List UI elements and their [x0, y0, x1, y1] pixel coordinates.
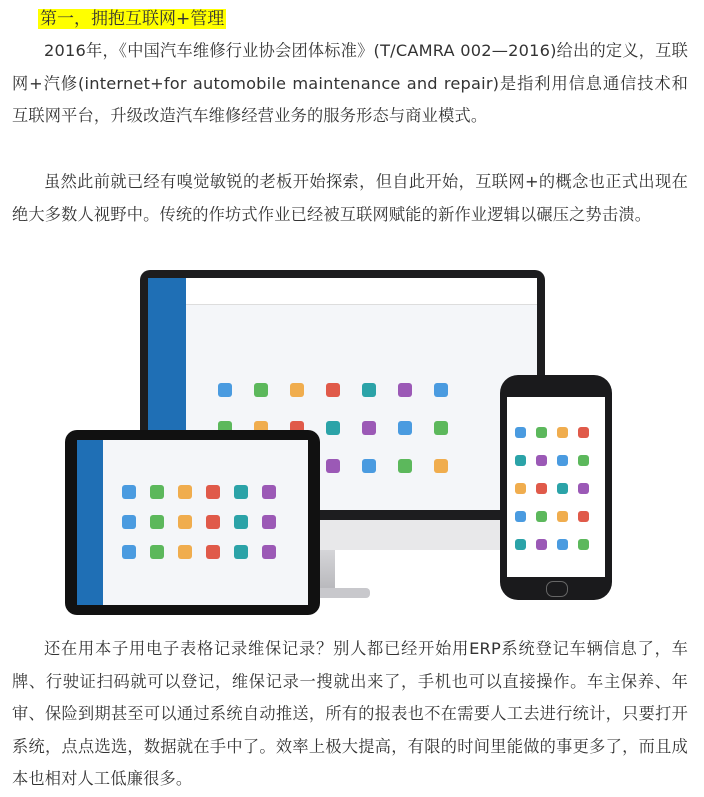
app-icon	[536, 511, 547, 522]
workflow-node-icon	[290, 383, 304, 397]
app-icon	[557, 455, 568, 466]
app-icon	[536, 483, 547, 494]
workflow-node-icon	[326, 421, 340, 435]
workflow-node-icon	[178, 485, 192, 499]
app-icon	[536, 455, 547, 466]
workflow-node-icon	[122, 545, 136, 559]
app-icon	[557, 511, 568, 522]
app-icon	[578, 427, 589, 438]
workflow-node-icon	[150, 545, 164, 559]
paragraph-concept: 虽然此前就已经有嗅觉敏锐的老板开始探索，但自此开始，互联网+的概念也正式出现在绝大多数人视野中。传统的作坊式作业已经被互联网赋能的新作业逻辑以碾压之势击溃。	[12, 172, 688, 224]
app-icon	[536, 539, 547, 550]
app-icon	[578, 539, 589, 550]
workflow-node-icon	[262, 545, 276, 559]
workflow-node-icon	[206, 545, 220, 559]
phone-screen	[507, 397, 605, 577]
workflow-node-icon	[362, 421, 376, 435]
app-icon	[515, 483, 526, 494]
devices-illustration	[60, 270, 660, 620]
workflow-node-icon	[326, 383, 340, 397]
workflow-node-icon	[178, 515, 192, 529]
tablet-screen	[77, 440, 308, 605]
app-icon	[557, 427, 568, 438]
workflow-node-icon	[150, 515, 164, 529]
workflow-node-icon	[434, 383, 448, 397]
heading-container	[38, 6, 226, 32]
phone-home-button	[546, 581, 568, 597]
app-icon	[557, 539, 568, 550]
workflow-node-icon	[218, 383, 232, 397]
workflow-node-icon	[362, 383, 376, 397]
workflow-node-icon	[234, 515, 248, 529]
tablet-sidebar	[77, 440, 103, 605]
workflow-node-icon	[178, 545, 192, 559]
app-icon	[578, 483, 589, 494]
workflow-node-icon	[434, 459, 448, 473]
workflow-node-icon	[362, 459, 376, 473]
workflow-node-icon	[206, 485, 220, 499]
workflow-node-icon	[234, 485, 248, 499]
workflow-node-icon	[254, 383, 268, 397]
workflow-node-icon	[398, 459, 412, 473]
workflow-node-icon	[150, 485, 164, 499]
app-icon	[557, 483, 568, 494]
app-icon	[515, 455, 526, 466]
workflow-node-icon	[262, 485, 276, 499]
paragraph-erp: 还在用本子用电子表格记录维保记录？别人都已经开始用ERP系统登记车辆信息了，车牌、行驶证扫码就可以登记，维保记录一搜就出来了，手机也可以直接操作。车主保养、年审、保险到期甚至可以通过系统自动推送，所有的报表也不在需要人工去进行统计，只要打开系统，点点选选，数据就在手中了。效率上极大提高，有限的时间里能做的事更多了，而且成本也相对人工低廉很多。	[12, 639, 688, 788]
app-icon	[515, 511, 526, 522]
workflow-node-icon	[326, 459, 340, 473]
workflow-node-icon	[434, 421, 448, 435]
phone-device	[500, 375, 612, 600]
paragraph-definition: 2016年，《中国汽车维修行业协会团体标准》(T/CAMRA 002—2016)给出的定义，互联网+汽修(internet+for automobile maintenance and repair)是指利用信息通信技术和互联网平台，升级改造汽车维修经营业务的服务形态与商业模式。	[12, 41, 688, 125]
workflow-node-icon	[206, 515, 220, 529]
workflow-node-icon	[262, 515, 276, 529]
workflow-node-icon	[122, 515, 136, 529]
workflow-node-icon	[398, 383, 412, 397]
section-heading: 第一，拥抱互联网+管理	[40, 9, 225, 29]
app-icon	[578, 455, 589, 466]
tablet-device	[65, 430, 320, 615]
workflow-node-icon	[122, 485, 136, 499]
app-icon	[515, 427, 526, 438]
app-icon	[515, 539, 526, 550]
monitor-topbar	[186, 278, 537, 305]
app-icon	[536, 427, 547, 438]
workflow-node-icon	[234, 545, 248, 559]
workflow-node-icon	[398, 421, 412, 435]
app-icon	[578, 511, 589, 522]
